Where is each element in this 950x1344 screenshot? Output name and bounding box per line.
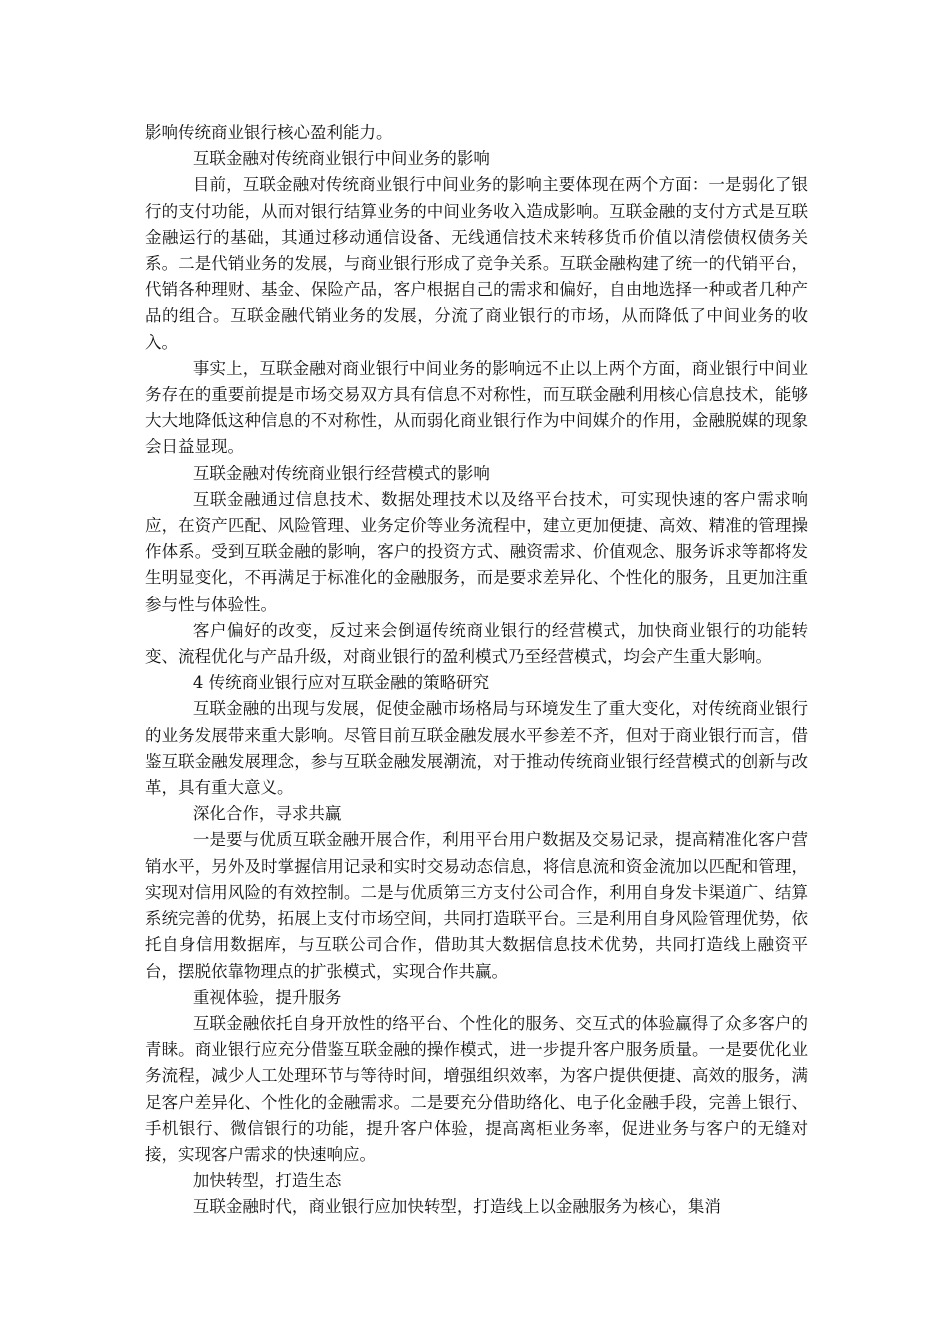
document-page (145, 120, 808, 1221)
paragraph: 互联金融的出现与发展，促使金融市场格局与环境发生了重大变化，对传统商业银行的业务发展带来重大影响。尽管目前互联金融发展水平参差不齐，但对于商业银行而言，借鉴互联金融发展理念，参与互联金融发展潮流，对于推动传统商业银行经营模式的创新与改革，具有重大意义。 (145, 699, 808, 798)
paragraph-continuation: 影响传统商业银行核心盈利能力。 (145, 123, 393, 142)
section-heading: 4 传统商业银行应对互联金融的策略研究 (192, 673, 490, 693)
section-heading: 互联金融对传统商业银行经营模式的影响 (192, 463, 490, 483)
paragraph: 事实上，互联金融对商业银行中间业务的影响远不止以上两个方面，商业银行中间业务存在的重要前提是市场交易双方具有信息不对称性，而互联金融利用核心信息技术，能够大大地降低这种信息的不对称性，从而弱化商业银行作为中间媒介的作用，金融脱媒的现象会日益显现。 (145, 358, 808, 457)
paragraph: 目前，互联金融对传统商业银行中间业务的影响主要体现在两个方面：一是弱化了银行的支付功能，从而对银行结算业务的中间业务收入造成影响。互联金融的支付方式是互联金融运行的基础，其通过移动通信设备、无线通信技术来转移货币价值以清偿债权债务关系。二是代销业务的发展，与商业银行形成了竞争关系。互联金融构建了统一的代销平台，代销各种理财、基金、保险产品，客户根据自己的需求和偏好，自由地选择一种或者几种产品的组合。互联金融代销业务的发展，分流了商业银行的市场，从而降低了中间业务的收入。 (145, 175, 808, 352)
subsection-heading: 深化合作，寻求共赢 (192, 804, 342, 824)
paragraph: 互联金融时代，商业银行应加快转型，打造线上以金融服务为核心，集消 (192, 1197, 721, 1217)
section-heading: 互联金融对传统商业银行中间业务的影响 (192, 149, 490, 169)
paragraph: 互联金融依托自身开放性的络平台、个性化的服务、交互式的体验赢得了众多客户的青睐。商业银行应充分借鉴互联金融的操作模式，进一步提升客户服务质量。一是要优化业务流程，减少人工处理环节与等待时间，增强组织效率，为客户提供便捷、高效的服务，满足客户差异化、个性化的金融需求。二是要充分借助络化、电子化金融手段，完善上银行、手机银行、微信银行的功能，提升客户体验，提高离柜业务率，促进业务与客户的无缝对接，实现客户需求的快速响应。 (145, 1013, 808, 1164)
paragraph: 互联金融通过信息技术、数据处理技术以及络平台技术，可实现快速的客户需求响应，在资产匹配、风险管理、业务定价等业务流程中，建立更加便捷、高效、精准的管理操作体系。受到互联金融的影响，客户的投资方式、融资需求、价值观念、服务诉求等都将发生明显变化，不再满足于标准化的金融服务，而是要求差异化、个性化的服务，且更加注重参与性与体验性。 (145, 489, 808, 614)
paragraph: 客户偏好的改变，反过来会倒逼传统商业银行的经营模式，加快商业银行的功能转变、流程优化与产品升级，对商业银行的盈利模式乃至经营模式，均会产生重大影响。 (145, 620, 808, 667)
subsection-heading: 加快转型，打造生态 (192, 1171, 342, 1191)
subsection-heading: 重视体验，提升服务 (192, 987, 342, 1007)
paragraph: 一是要与优质互联金融开展合作，利用平台用户数据及交易记录，提高精准化客户营销水平，另外及时掌握信用记录和实时交易动态信息，将信息流和资金流加以匹配和管理，实现对信用风险的有效控制。二是与优质第三方支付公司合作，利用自身发卡渠道广、结算系统完善的优势，拓展上支付市场空间，共同打造联平台。三是利用自身风险管理优势，依托自身信用数据库，与互联公司合作，借助其大数据信息技术优势，共同打造线上融资平台，摆脱依靠物理点的扩张模式，实现合作共赢。 (145, 830, 808, 981)
